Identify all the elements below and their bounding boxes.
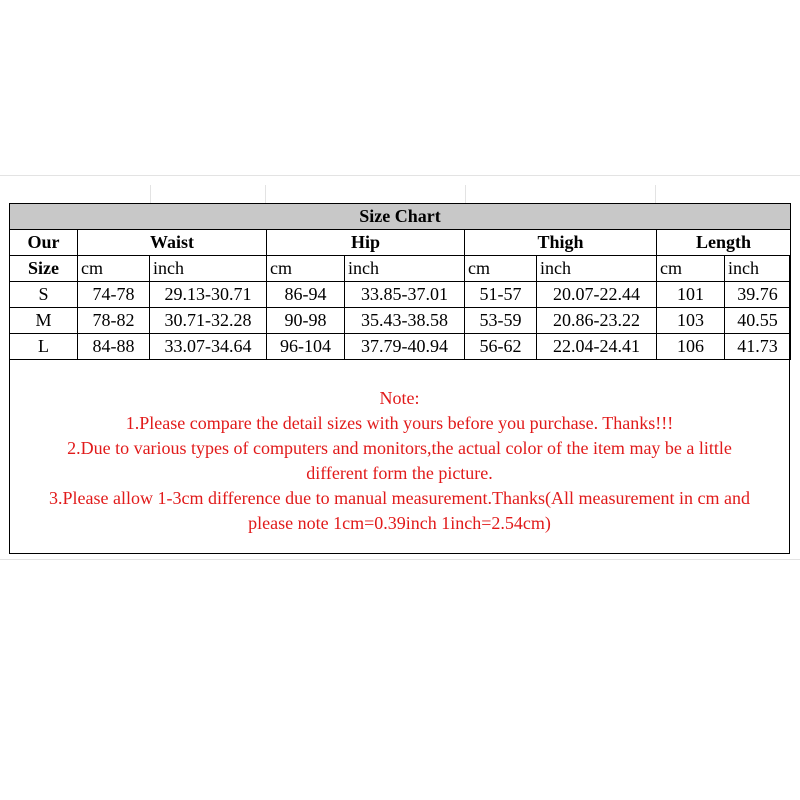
size-label-top: Our xyxy=(10,230,78,256)
note-line: please note 1cm=0.39inch 1inch=2.54cm) xyxy=(248,513,551,533)
gridline xyxy=(0,175,800,176)
group-header-waist: Waist xyxy=(78,230,267,256)
notes-block xyxy=(9,386,790,536)
value-cell: 33.85-37.01 xyxy=(345,282,465,308)
value-cell: 20.07-22.44 xyxy=(537,282,657,308)
value-cell: 106 xyxy=(657,334,725,360)
value-cell: 29.13-30.71 xyxy=(150,282,267,308)
value-cell: 39.76 xyxy=(725,282,791,308)
note-line: 3.Please allow 1-3cm difference due to manual measurement.Thanks(All measurement in cm and xyxy=(49,488,750,508)
value-cell: 56-62 xyxy=(465,334,537,360)
table-row xyxy=(10,282,791,308)
value-cell: 41.73 xyxy=(725,334,791,360)
value-cell: 86-94 xyxy=(267,282,345,308)
unit-header: inch xyxy=(345,256,465,282)
unit-header: cm xyxy=(267,256,345,282)
gridline xyxy=(150,185,151,203)
unit-header: inch xyxy=(537,256,657,282)
size-cell: M xyxy=(10,308,78,334)
value-cell: 37.79-40.94 xyxy=(345,334,465,360)
value-cell: 51-57 xyxy=(465,282,537,308)
unit-header: inch xyxy=(725,256,791,282)
unit-header: cm xyxy=(465,256,537,282)
note-line: 1.Please compare the detail sizes with yours before you purchase. Thanks!!! xyxy=(125,413,674,433)
size-cell: S xyxy=(10,282,78,308)
value-cell: 22.04-24.41 xyxy=(537,334,657,360)
value-cell: 40.55 xyxy=(725,308,791,334)
value-cell: 96-104 xyxy=(267,334,345,360)
unit-header: cm xyxy=(657,256,725,282)
group-header-thigh: Thigh xyxy=(465,230,657,256)
value-cell: 35.43-38.58 xyxy=(345,308,465,334)
value-cell: 90-98 xyxy=(267,308,345,334)
gridline xyxy=(0,559,800,560)
group-header-length: Length xyxy=(657,230,791,256)
value-cell: 103 xyxy=(657,308,725,334)
group-header-hip: Hip xyxy=(267,230,465,256)
table-row xyxy=(10,308,791,334)
note-line: different form the picture. xyxy=(306,463,493,483)
size-chart-table xyxy=(9,203,791,360)
value-cell: 74-78 xyxy=(78,282,150,308)
gridline xyxy=(265,185,266,203)
note-heading: Note: xyxy=(379,388,420,408)
value-cell: 84-88 xyxy=(78,334,150,360)
value-cell: 78-82 xyxy=(78,308,150,334)
value-cell: 33.07-34.64 xyxy=(150,334,267,360)
table-row xyxy=(10,334,791,360)
unit-header: inch xyxy=(150,256,267,282)
size-cell: L xyxy=(10,334,78,360)
value-cell: 20.86-23.22 xyxy=(537,308,657,334)
note-line: 2.Due to various types of computers and monitors,the actual color of the item may be a little xyxy=(67,438,732,458)
size-label-bottom: Size xyxy=(10,256,78,282)
value-cell: 30.71-32.28 xyxy=(150,308,267,334)
table-title: Size Chart xyxy=(10,204,791,230)
gridline xyxy=(465,185,466,203)
gridline xyxy=(655,185,656,203)
value-cell: 53-59 xyxy=(465,308,537,334)
value-cell: 101 xyxy=(657,282,725,308)
unit-header: cm xyxy=(78,256,150,282)
